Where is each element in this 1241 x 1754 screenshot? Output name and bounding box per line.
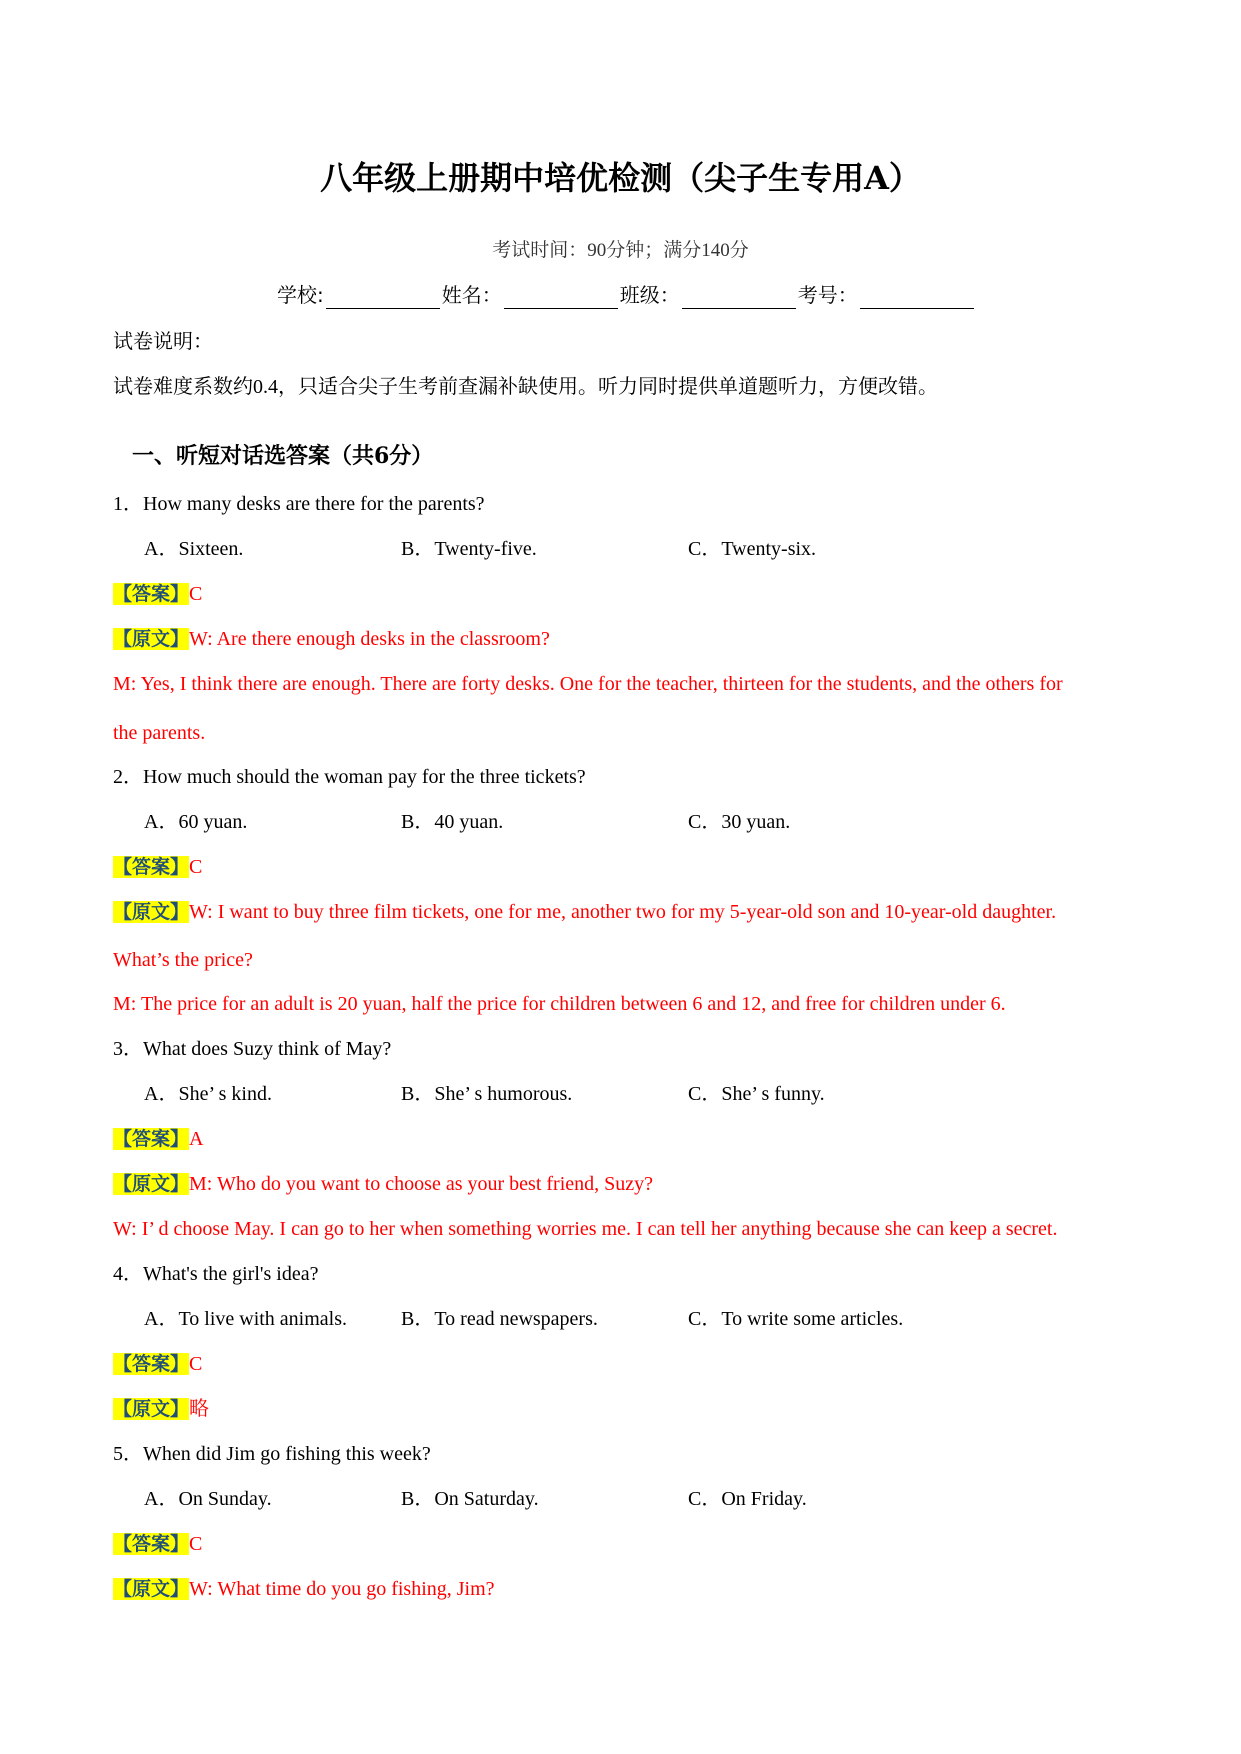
school-label: 学校: bbox=[277, 283, 324, 307]
script-tag: 【原文】 bbox=[113, 1578, 190, 1600]
script-text: 略 bbox=[189, 1398, 210, 1420]
name-blank[interactable] bbox=[504, 286, 618, 309]
script-text: M: The price for an adult is 20 yuan, half the price for children between 6 and 12, and free for children under 6. bbox=[113, 993, 1006, 1015]
option-c: C．To write some articles. bbox=[688, 1308, 904, 1330]
script-tag: 【原文】 bbox=[113, 1398, 190, 1420]
answer-tag: 【答案】 bbox=[113, 856, 190, 878]
school-blank[interactable] bbox=[326, 286, 440, 309]
option-a: A．To live with animals. bbox=[144, 1308, 348, 1330]
script-line bbox=[113, 899, 1056, 925]
answer-value: C bbox=[189, 1533, 203, 1555]
option-a: A．60 yuan. bbox=[144, 811, 248, 833]
answer-tag: 【答案】 bbox=[113, 1533, 190, 1555]
script-line bbox=[113, 1576, 495, 1602]
answer-line bbox=[113, 1351, 202, 1377]
question-stem: 1．How many desks are there for the parents? bbox=[113, 493, 485, 515]
option-c: C．30 yuan. bbox=[688, 811, 791, 833]
answer-tag: 【答案】 bbox=[113, 1353, 190, 1375]
student-info-line bbox=[277, 281, 976, 309]
question-stem: 5．When did Jim go fishing this week? bbox=[113, 1443, 431, 1465]
option-b: B．She’ s humorous. bbox=[401, 1083, 573, 1105]
option-c: C．She’ s funny. bbox=[688, 1083, 825, 1105]
instructions-heading: 试卷说明： bbox=[113, 331, 213, 353]
script-tag: 【原文】 bbox=[113, 628, 190, 650]
option-a: A．She’ s kind. bbox=[144, 1083, 272, 1105]
answer-line bbox=[113, 854, 202, 880]
script-tag: 【原文】 bbox=[113, 901, 190, 923]
answer-line bbox=[113, 1531, 202, 1557]
option-a: A．On Sunday. bbox=[144, 1488, 272, 1510]
script-text: W: I want to buy three film tickets, one for me, another two for my 5-year-old son and 10-year-old daughter. bbox=[189, 901, 1057, 923]
question-stem: 2．How much should the woman pay for the three tickets? bbox=[113, 766, 586, 788]
script-text: M: Who do you want to choose as your best friend, Suzy? bbox=[189, 1173, 654, 1195]
script-text: the parents. bbox=[113, 722, 206, 744]
script-text: What’s the price? bbox=[113, 949, 253, 971]
script-text: W: What time do you go fishing, Jim? bbox=[189, 1578, 495, 1600]
option-a: A．Sixteen. bbox=[144, 538, 244, 560]
script-text: W: Are there enough desks in the classroom? bbox=[189, 628, 550, 650]
answer-value: C bbox=[189, 583, 203, 605]
answer-value: A bbox=[189, 1128, 204, 1150]
option-b: B．Twenty-five. bbox=[401, 538, 537, 560]
page-title: 八年级上册期中培优检测（尖子生专用A） bbox=[320, 159, 921, 197]
answer-line bbox=[113, 1126, 203, 1152]
script-line bbox=[113, 1396, 209, 1422]
script-line bbox=[113, 1171, 653, 1197]
class-label: 班级： bbox=[619, 283, 680, 307]
answer-tag: 【答案】 bbox=[113, 583, 190, 605]
answer-line bbox=[113, 581, 202, 607]
option-b: B．40 yuan. bbox=[401, 811, 504, 833]
exam-time-info: 考试时间：90分钟；满分140分 bbox=[492, 240, 749, 261]
script-text: M: Yes, I think there are enough. There are forty desks. One for the teacher, thirteen for the students, and the others for bbox=[113, 673, 1063, 695]
script-tag: 【原文】 bbox=[113, 1173, 190, 1195]
option-b: B．On Saturday. bbox=[401, 1488, 539, 1510]
answer-value: C bbox=[189, 1353, 203, 1375]
script-text: W: I’ d choose May. I can go to her when something worries me. I can tell her anything because she can keep a secret. bbox=[113, 1218, 1058, 1240]
question-stem: 4．What's the girl's idea? bbox=[113, 1263, 319, 1285]
option-c: C．Twenty-six. bbox=[688, 538, 817, 560]
section-title: 一、听短对话选答案（共6分） bbox=[132, 443, 434, 469]
number-blank[interactable] bbox=[860, 286, 974, 309]
answer-tag: 【答案】 bbox=[113, 1128, 190, 1150]
script-line bbox=[113, 626, 550, 652]
option-c: C．On Friday. bbox=[688, 1488, 807, 1510]
answer-value: C bbox=[189, 856, 203, 878]
question-stem: 3．What does Suzy think of May? bbox=[113, 1038, 392, 1060]
name-label: 姓名： bbox=[441, 283, 502, 307]
instructions-text: 试卷难度系数约0.4，只适合尖子生考前查漏补缺使用。听力同时提供单道题听力，方便改错。 bbox=[113, 376, 938, 398]
number-label: 考号： bbox=[797, 283, 858, 307]
class-blank[interactable] bbox=[682, 286, 796, 309]
option-b: B．To read newspapers. bbox=[401, 1308, 598, 1330]
